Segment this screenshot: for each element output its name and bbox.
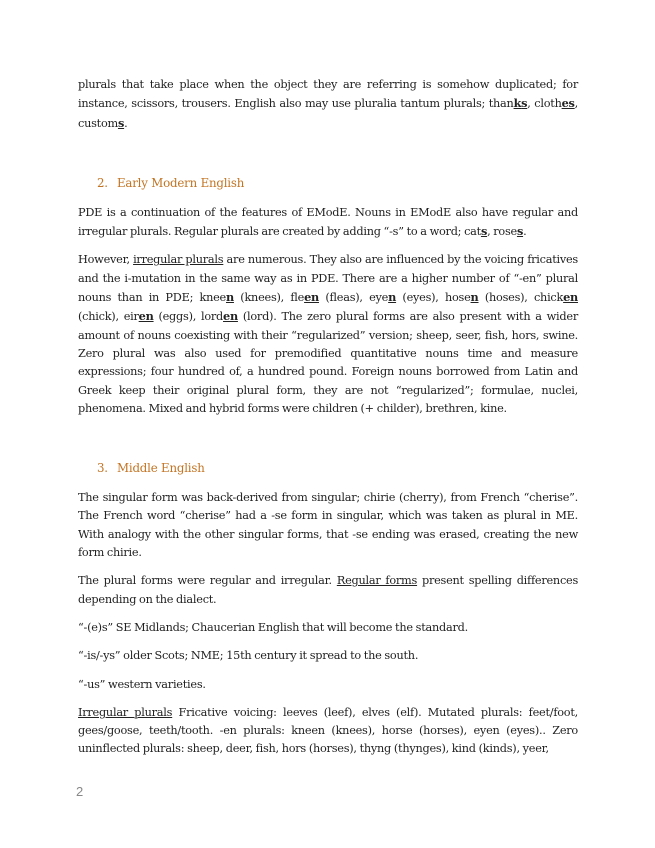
section3-paragraph-3: “-(e)s” SE Midlands; Chaucerian English that will become the standard. [78, 620, 468, 634]
section3-paragraph-6: Irregular plurals Fricative voicing: leeves (leef), elves (elf). Mutated plurals: feet/foot, gees/goose, teeth/tooth. -en plurals: kneen (knees), horse (horses), eyen (eyes).. Zero uninflected plurals: sheep, deer, fish, hors (horses), thyng (thynges), kind (kinds), yeer, [78, 705, 578, 756]
section-heading-middle-english: 3. Middle English [97, 461, 205, 476]
section3-paragraph-2: The plural forms were regular and irregular. Regular forms present spelling differences depending on the dialect. [78, 574, 579, 606]
section3-paragraph-1: The singular form was back-derived from singular; chirie (cherry), from French “cherise”. The French word “cherise” had a -se form in singular, which was taken as plural in ME. With analogy with the other singular forms, that -se ending was erased, creating the new form chirie. [78, 491, 578, 560]
intro-paragraph: plurals that take place when the object they are referring is somehow duplicated; for instance, scissors, trousers. English also may use pluralia tantum plurals; thanks, clothes, customs. [78, 78, 579, 130]
section-heading-early-modern-english: 2. Early Modern English [97, 175, 245, 190]
page-number: 2 [76, 784, 84, 799]
document-body [78, 76, 578, 769]
section2-paragraph-1: PDE is a continuation of the features of EModE. Nouns in EModE also have regular and irregular plurals. Regular plurals are created by adding “-s” to a word; cats, roses. [78, 205, 578, 239]
section3-paragraph-4: “-is/-ys” older Scots; NME; 15th century it spread to the south. [78, 649, 419, 663]
section2-paragraph-2: However, irregular plurals are numerous. They also are influenced by the voicing fricatives and the i-mutation in the same way as in PDE. There are a higher number of “-en” plural nouns than in PDE; kneen (knees), fleen (fleas), eyen (eyes), hosen (hoses), chicken (chick), eiren (eggs), lorden (lord). The zero plural forms are also present with a wider amount of nouns coexisting with their “regularized” version; sheep, seer, fish, hors, swine. Zero plural was also used for premodified quantitative nouns time and measure expressions; four hundred of, a hundred pound. Foreign nouns borrowed from Latin and Greek keep their original plural form, they are not “regularized”; formulae, nuclei, phenomena. Mixed and hybrid forms were children (+ childer), brethren, kine. [78, 253, 579, 415]
section3-paragraph-5: “-us” western varieties. [78, 677, 206, 691]
